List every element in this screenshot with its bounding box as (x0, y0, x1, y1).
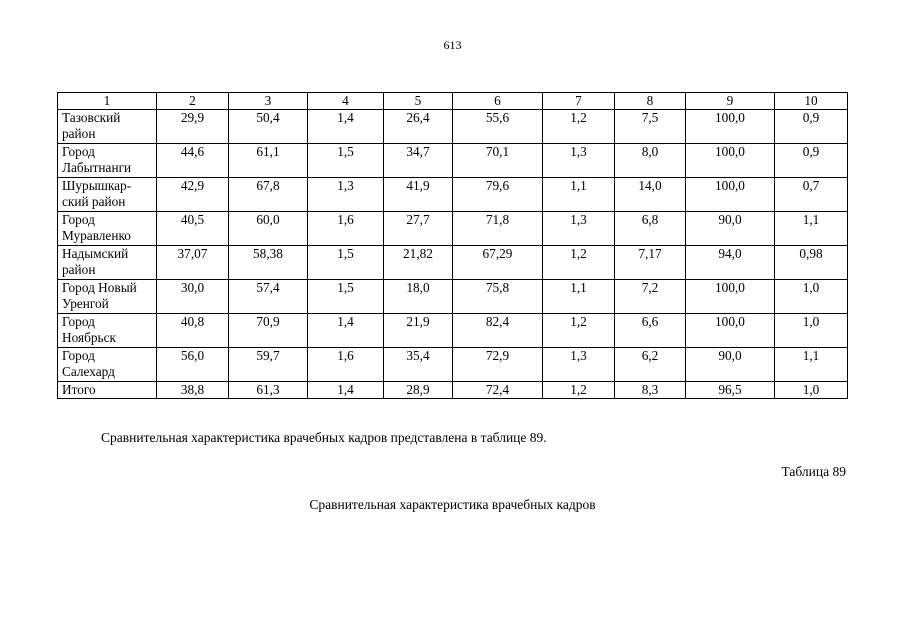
total-value-cell: 1,2 (543, 382, 615, 399)
page-number: 613 (443, 38, 462, 52)
value-cell: 1,3 (543, 144, 615, 178)
value-cell: 1,6 (308, 348, 384, 382)
value-cell: 58,38 (229, 246, 308, 280)
row-name-line: Тазовский (62, 110, 121, 125)
row-name-line: район (62, 126, 96, 141)
row-name-line: Город (62, 144, 95, 159)
row-name-line: Город (62, 212, 95, 227)
value-cell: 21,82 (384, 246, 453, 280)
value-cell: 1,0 (775, 280, 848, 314)
table-row (58, 348, 848, 382)
data-table (57, 92, 848, 399)
table-row (58, 178, 848, 212)
table-row (58, 212, 848, 246)
row-name-cell (58, 280, 157, 314)
value-cell: 50,4 (229, 110, 308, 144)
total-value-cell: 28,9 (384, 382, 453, 399)
value-cell: 100,0 (686, 280, 775, 314)
value-cell: 90,0 (686, 212, 775, 246)
row-name-line: Надымский (62, 246, 129, 261)
column-header: 2 (157, 93, 229, 110)
table-row (58, 246, 848, 280)
value-cell: 14,0 (615, 178, 686, 212)
value-cell: 1,3 (543, 212, 615, 246)
total-value-cell: 61,3 (229, 382, 308, 399)
column-header: 8 (615, 93, 686, 110)
column-header: 7 (543, 93, 615, 110)
row-name-cell (58, 178, 157, 212)
value-cell: 1,1 (775, 348, 848, 382)
total-value-cell: 8,3 (615, 382, 686, 399)
value-cell: 8,0 (615, 144, 686, 178)
column-header: 9 (686, 93, 775, 110)
row-name-line: Город (62, 348, 95, 363)
row-name-cell (58, 212, 157, 246)
total-value-cell: 72,4 (453, 382, 543, 399)
value-cell: 71,8 (453, 212, 543, 246)
table-body (58, 110, 848, 399)
row-name-line: Город (62, 314, 95, 329)
row-name-line: Уренгой (62, 296, 109, 311)
value-cell: 0,7 (775, 178, 848, 212)
value-cell: 90,0 (686, 348, 775, 382)
value-cell: 1,4 (308, 110, 384, 144)
value-cell: 100,0 (686, 110, 775, 144)
value-cell: 57,4 (229, 280, 308, 314)
value-cell: 1,5 (308, 280, 384, 314)
row-name-line: Ноябрьск (62, 330, 116, 345)
value-cell: 30,0 (157, 280, 229, 314)
value-cell: 1,3 (308, 178, 384, 212)
table-row (58, 280, 848, 314)
value-cell: 100,0 (686, 144, 775, 178)
value-cell: 67,29 (453, 246, 543, 280)
value-cell: 27,7 (384, 212, 453, 246)
row-name-cell (58, 246, 157, 280)
total-value-cell: 96,5 (686, 382, 775, 399)
value-cell: 94,0 (686, 246, 775, 280)
total-value-cell: 1,4 (308, 382, 384, 399)
row-name-cell (58, 348, 157, 382)
value-cell: 1,1 (543, 178, 615, 212)
value-cell: 1,2 (543, 314, 615, 348)
body-paragraph: Сравнительная характеристика врачебных кадров представлена в таблице 89. (101, 430, 547, 445)
value-cell: 1,4 (308, 314, 384, 348)
row-name-line: Салехард (62, 364, 115, 379)
column-header: 3 (229, 93, 308, 110)
column-header: 10 (775, 93, 848, 110)
table-row (58, 110, 848, 144)
value-cell: 67,8 (229, 178, 308, 212)
row-name-line: Муравленко (62, 228, 131, 243)
value-cell: 1,5 (308, 144, 384, 178)
value-cell: 70,9 (229, 314, 308, 348)
table-label: Таблица 89 (781, 464, 846, 479)
value-cell: 72,9 (453, 348, 543, 382)
value-cell: 41,9 (384, 178, 453, 212)
value-cell: 7,17 (615, 246, 686, 280)
value-cell: 1,1 (543, 280, 615, 314)
column-header: 5 (384, 93, 453, 110)
value-cell: 56,0 (157, 348, 229, 382)
value-cell: 1,2 (543, 110, 615, 144)
row-name-line: ский район (62, 194, 126, 209)
value-cell: 60,0 (229, 212, 308, 246)
column-header: 6 (453, 93, 543, 110)
value-cell: 44,6 (157, 144, 229, 178)
value-cell: 6,2 (615, 348, 686, 382)
value-cell: 1,1 (775, 212, 848, 246)
table-row (58, 144, 848, 178)
header-row (58, 93, 848, 110)
value-cell: 1,5 (308, 246, 384, 280)
row-name-cell (58, 314, 157, 348)
value-cell: 40,8 (157, 314, 229, 348)
total-value-cell: 1,0 (775, 382, 848, 399)
value-cell: 34,7 (384, 144, 453, 178)
row-name-line: район (62, 262, 96, 277)
row-name-line: Шурышкар- (62, 178, 132, 193)
value-cell: 100,0 (686, 314, 775, 348)
value-cell: 0,98 (775, 246, 848, 280)
value-cell: 29,9 (157, 110, 229, 144)
total-name-cell: Итого (58, 382, 157, 399)
row-name-cell (58, 144, 157, 178)
row-name-line: Город Новый (62, 280, 137, 295)
value-cell: 35,4 (384, 348, 453, 382)
value-cell: 70,1 (453, 144, 543, 178)
value-cell: 1,6 (308, 212, 384, 246)
table-title: Сравнительная характеристика врачебных кадров (309, 497, 596, 512)
value-cell: 6,6 (615, 314, 686, 348)
value-cell: 26,4 (384, 110, 453, 144)
total-row (58, 382, 848, 399)
value-cell: 7,2 (615, 280, 686, 314)
value-cell: 79,6 (453, 178, 543, 212)
value-cell: 82,4 (453, 314, 543, 348)
value-cell: 55,6 (453, 110, 543, 144)
value-cell: 21,9 (384, 314, 453, 348)
value-cell: 59,7 (229, 348, 308, 382)
column-header: 4 (308, 93, 384, 110)
total-value-cell: 38,8 (157, 382, 229, 399)
value-cell: 37,07 (157, 246, 229, 280)
row-name-line: Лабытнанги (62, 160, 132, 175)
value-cell: 61,1 (229, 144, 308, 178)
value-cell: 6,8 (615, 212, 686, 246)
value-cell: 40,5 (157, 212, 229, 246)
table-row (58, 314, 848, 348)
value-cell: 1,0 (775, 314, 848, 348)
value-cell: 0,9 (775, 144, 848, 178)
value-cell: 1,3 (543, 348, 615, 382)
value-cell: 100,0 (686, 178, 775, 212)
value-cell: 42,9 (157, 178, 229, 212)
value-cell: 0,9 (775, 110, 848, 144)
value-cell: 75,8 (453, 280, 543, 314)
value-cell: 18,0 (384, 280, 453, 314)
value-cell: 1,2 (543, 246, 615, 280)
row-name-cell (58, 110, 157, 144)
column-header: 1 (58, 93, 157, 110)
value-cell: 7,5 (615, 110, 686, 144)
